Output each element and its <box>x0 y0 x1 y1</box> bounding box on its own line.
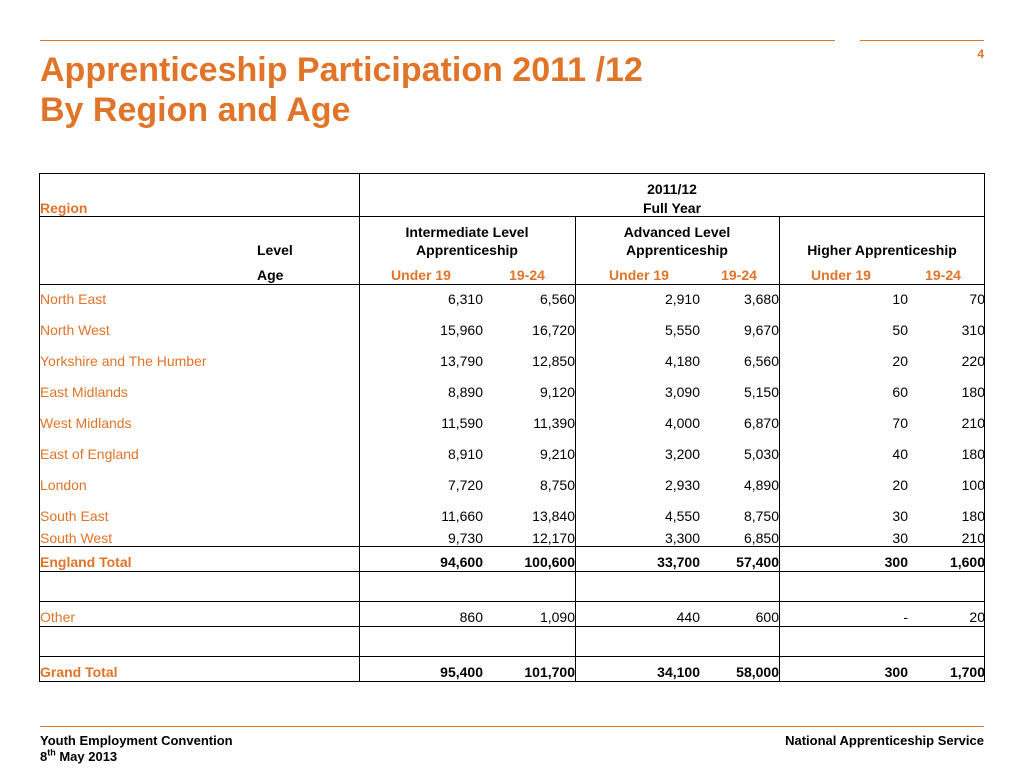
region-label: England Total <box>40 554 132 570</box>
level-label: Level <box>257 242 293 258</box>
value-cell: 13,790 <box>440 353 483 369</box>
value-cell: 60 <box>892 384 908 400</box>
value-cell: 95,400 <box>440 664 483 680</box>
value-cell: 58,000 <box>736 664 779 680</box>
value-cell: 101,700 <box>524 664 575 680</box>
value-cell: 20 <box>892 353 908 369</box>
value-cell: 180 <box>961 446 985 462</box>
value-cell: 4,550 <box>664 508 700 524</box>
region-label: Grand Total <box>40 664 118 680</box>
value-cell: 8,750 <box>743 508 779 524</box>
value-cell: 6,870 <box>743 415 779 431</box>
value-cell: 100,600 <box>524 554 575 570</box>
value-cell: 2,910 <box>664 291 700 307</box>
value-cell: 30 <box>892 530 908 546</box>
value-cell: 20 <box>969 609 985 625</box>
value-cell: 6,850 <box>743 530 779 546</box>
period-year: 2011/12 <box>647 181 697 197</box>
value-cell: 310 <box>961 322 985 338</box>
value-cell: 7,720 <box>447 477 483 493</box>
value-cell: 15,960 <box>440 322 483 338</box>
value-cell: 12,170 <box>532 530 575 546</box>
value-cell: 180 <box>961 384 985 400</box>
footer-event: Youth Employment Convention <box>40 733 233 748</box>
header-rule-right <box>860 40 984 41</box>
age-group-1: Under 19 <box>391 267 451 283</box>
value-cell: 6,310 <box>447 291 483 307</box>
value-cell: 8,750 <box>539 477 575 493</box>
value-cell: 4,000 <box>664 415 700 431</box>
value-cell: 3,300 <box>664 530 700 546</box>
participation-table <box>39 173 985 682</box>
value-cell: 6,560 <box>539 291 575 307</box>
value-cell: 20 <box>892 477 908 493</box>
value-cell: 9,730 <box>447 530 483 546</box>
value-cell: 30 <box>892 508 908 524</box>
value-cell: 3,680 <box>743 291 779 307</box>
advanced-level-line1: Advanced Level <box>623 224 731 240</box>
value-cell: 3,090 <box>664 384 700 400</box>
value-cell: 50 <box>892 322 908 338</box>
value-cell: 57,400 <box>736 554 779 570</box>
value-cell: 5,150 <box>743 384 779 400</box>
value-cell: 440 <box>676 609 700 625</box>
age-group-4: 19-24 <box>721 267 757 283</box>
period-full-year: Full Year <box>642 200 702 216</box>
region-label: East Midlands <box>40 384 128 400</box>
value-cell: 2,930 <box>664 477 700 493</box>
value-cell: 1,090 <box>539 609 575 625</box>
value-cell: 220 <box>961 353 985 369</box>
value-cell: 9,210 <box>539 446 575 462</box>
value-cell: 10 <box>892 291 908 307</box>
value-cell: 1,700 <box>949 664 985 680</box>
value-cell: 40 <box>892 446 908 462</box>
intermediate-level-line2: Apprenticeship <box>416 242 518 258</box>
value-cell: 70 <box>892 415 908 431</box>
region-label: South East <box>40 508 109 524</box>
value-cell: 11,660 <box>441 508 483 524</box>
value-cell: 34,100 <box>657 664 700 680</box>
value-cell: 33,700 <box>657 554 700 570</box>
page-number: 4 <box>977 47 984 61</box>
higher-level: Higher Apprenticeship <box>807 242 957 258</box>
region-label: West Midlands <box>40 415 132 431</box>
region-label: Other <box>40 609 76 625</box>
value-cell: 13,840 <box>532 508 575 524</box>
value-cell: 210 <box>961 530 985 546</box>
value-cell: 4,180 <box>664 353 700 369</box>
footer-right: National Apprenticeship Service <box>785 733 984 748</box>
value-cell: 3,200 <box>664 446 700 462</box>
region-label: Yorkshire and The Humber <box>40 353 207 369</box>
value-cell: 8,890 <box>447 384 483 400</box>
region-label: South West <box>40 530 113 546</box>
slide-title <box>40 50 643 130</box>
footer-left <box>40 733 233 765</box>
value-cell: 11,590 <box>441 415 483 431</box>
value-cell: 8,910 <box>447 446 483 462</box>
value-cell: 94,600 <box>440 554 483 570</box>
value-cell: 9,670 <box>743 322 779 338</box>
value-cell: 300 <box>884 554 908 570</box>
region-label: East of England <box>40 446 139 462</box>
value-cell: 6,560 <box>743 353 779 369</box>
age-group-3: Under 19 <box>609 267 669 283</box>
age-group-2: 19-24 <box>509 267 545 283</box>
value-cell: 4,890 <box>743 477 779 493</box>
age-label: Age <box>257 267 284 283</box>
age-group-5: Under 19 <box>811 267 871 283</box>
advanced-level-line2: Apprenticeship <box>626 242 728 258</box>
footer-date: 8th May 2013 <box>40 747 118 764</box>
value-cell: - <box>903 609 908 625</box>
value-cell: 70 <box>969 291 985 307</box>
value-cell: 5,550 <box>664 322 700 338</box>
region-label: London <box>40 477 87 493</box>
value-cell: 180 <box>961 508 985 524</box>
region-label: North East <box>40 291 107 307</box>
value-cell: 100 <box>961 477 985 493</box>
value-cell: 16,720 <box>532 322 575 338</box>
header-rule-left <box>40 40 835 41</box>
age-group-6: 19-24 <box>925 267 961 283</box>
footer-rule <box>40 726 984 727</box>
value-cell: 1,600 <box>949 554 985 570</box>
value-cell: 210 <box>961 415 985 431</box>
value-cell: 11,390 <box>533 415 575 431</box>
value-cell: 860 <box>459 609 483 625</box>
title-line-1: Apprenticeship Participation 2011 /12 <box>40 51 643 89</box>
region-header: Region <box>40 200 88 216</box>
value-cell: 5,030 <box>743 446 779 462</box>
value-cell: 9,120 <box>539 384 575 400</box>
value-cell: 300 <box>884 664 908 680</box>
value-cell: 12,850 <box>532 353 575 369</box>
title-line-2: By Region and Age <box>40 91 351 129</box>
value-cell: 600 <box>755 609 779 625</box>
region-label: North West <box>40 322 110 338</box>
intermediate-level-line1: Intermediate Level <box>405 224 529 240</box>
